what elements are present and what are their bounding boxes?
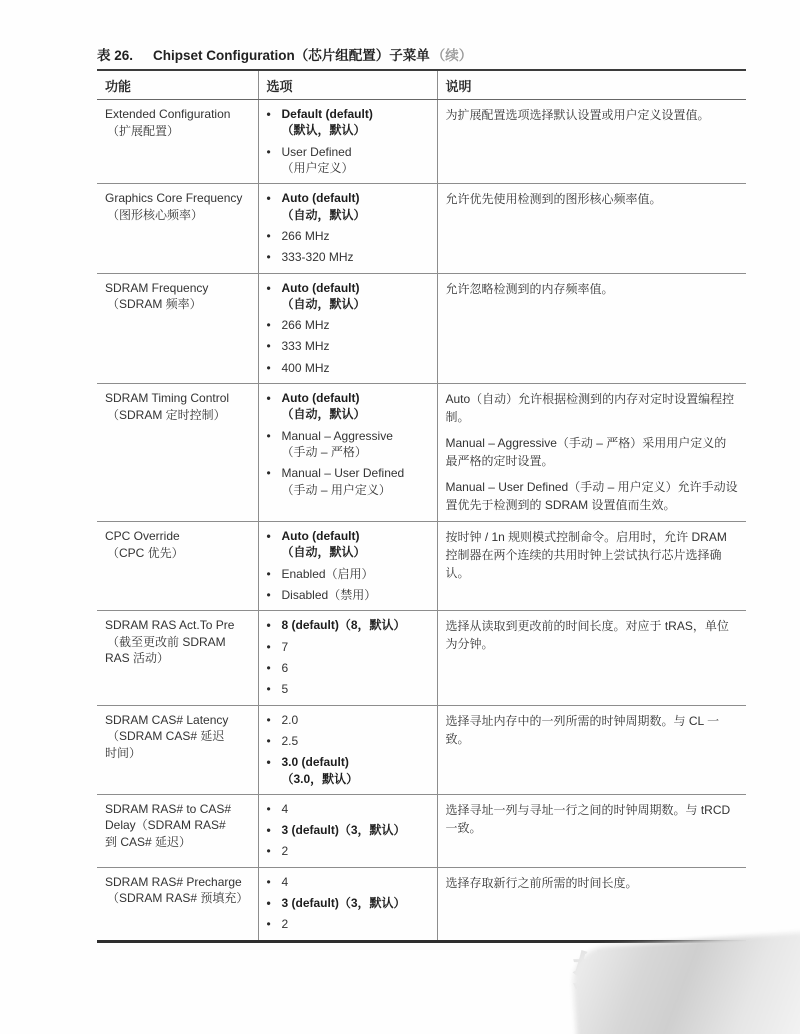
col-header-function: 功能 xyxy=(97,70,258,100)
option-line: Auto (default) xyxy=(281,280,360,295)
description-paragraph: 选择寻址一列与寻址一行之间的时钟周期数。与 tRCD 一致。 xyxy=(445,802,731,835)
option-item xyxy=(267,895,429,911)
description-paragraph: Auto（自动）允许根据检测到的内存对定时设置编程控制。 xyxy=(445,392,735,425)
description-paragraph: 按时钟 / 1n 规则模式控制命令。启用时，允许 DRAM 控制器在两个连续的共用时钟上尝试执行芯片选择确认。 xyxy=(445,530,727,581)
option-text xyxy=(282,465,429,498)
option-line: User Defined xyxy=(281,144,352,159)
function-cell xyxy=(97,522,258,611)
option-text xyxy=(282,280,429,313)
option-line: 266 MHz xyxy=(281,318,330,333)
option-line: Auto (default) xyxy=(281,529,360,544)
col-header-options: 选项 xyxy=(258,70,437,100)
bullet-icon: • xyxy=(266,360,271,375)
function-line: SDRAM Frequency xyxy=(105,280,209,295)
option-item xyxy=(267,639,429,655)
description-cell xyxy=(437,384,746,522)
option-line: 3 (default)（3，默认） xyxy=(281,896,406,911)
function-cell xyxy=(97,867,258,941)
option-line: 3.0 (default) xyxy=(281,755,349,770)
option-text xyxy=(282,712,429,728)
description-paragraph: 允许优先使用检测到的图形核心频率值。 xyxy=(445,192,662,207)
option-item xyxy=(267,660,429,676)
option-text xyxy=(282,681,429,697)
option-item xyxy=(267,733,429,749)
option-item xyxy=(267,801,429,817)
option-item xyxy=(267,874,429,890)
option-text xyxy=(282,566,429,582)
bullet-icon: • xyxy=(266,318,271,333)
bullet-icon: • xyxy=(266,566,271,581)
table-row xyxy=(97,794,746,867)
option-line: （用户定义） xyxy=(281,160,354,175)
option-item xyxy=(267,528,429,561)
bullet-icon: • xyxy=(266,107,271,121)
options-cell xyxy=(258,611,437,705)
options-cell xyxy=(258,522,437,611)
option-item xyxy=(267,587,429,603)
option-text xyxy=(282,843,429,859)
table-number: 表 26. xyxy=(97,48,134,63)
option-item xyxy=(267,190,429,223)
option-line: 7 xyxy=(281,639,289,654)
option-item xyxy=(267,681,429,697)
bullet-icon: • xyxy=(266,250,271,265)
bullet-icon: • xyxy=(266,755,271,770)
option-line: （手动 – 用户定义） xyxy=(281,482,391,497)
function-line: （SDRAM CAS# 延迟 xyxy=(107,729,225,744)
bullet-icon: • xyxy=(266,896,271,911)
table-row xyxy=(97,273,746,384)
bullet-icon: • xyxy=(266,823,271,838)
options-cell xyxy=(258,384,437,522)
option-item xyxy=(267,465,429,498)
option-item xyxy=(267,617,429,633)
description-cell xyxy=(437,273,746,384)
description-paragraph: Manual – User Defined（手动 – 用户定义）允许手动设置优先于检测到的 SDRAM 设置值而生效。 xyxy=(445,480,738,513)
table-caption-text: Chipset Configuration（芯片组配置）子菜单 xyxy=(153,48,430,63)
option-text xyxy=(282,228,429,244)
table-header-row xyxy=(97,70,746,100)
option-text xyxy=(282,617,429,633)
function-line: （SDRAM 频率） xyxy=(107,297,202,312)
option-text xyxy=(282,916,429,932)
option-item xyxy=(267,249,429,265)
table-row xyxy=(97,705,746,794)
bullet-icon: • xyxy=(266,844,271,859)
function-cell xyxy=(97,794,258,867)
function-line: Delay（SDRAM RAS# xyxy=(105,818,226,833)
option-item xyxy=(267,280,429,313)
option-item xyxy=(267,338,429,354)
option-line: 2.5 xyxy=(281,733,299,748)
option-text xyxy=(282,639,429,655)
option-text xyxy=(282,249,429,265)
description-paragraph: 选择存取新行之前所需的时间长度。 xyxy=(445,875,638,890)
option-line: Auto (default) xyxy=(281,191,360,206)
function-line: Graphics Core Frequency xyxy=(105,191,243,206)
function-line: 时间） xyxy=(105,745,142,760)
option-text xyxy=(282,754,429,787)
bullet-icon: • xyxy=(266,428,271,443)
col-header-description: 说明 xyxy=(437,70,746,100)
function-line: 到 CAS# 延迟） xyxy=(105,834,192,849)
table-row xyxy=(97,100,746,184)
function-line: SDRAM RAS# to CAS# xyxy=(105,801,232,816)
function-line: CPC Override xyxy=(105,529,180,544)
table-row xyxy=(97,184,746,273)
option-line: （自动，默认） xyxy=(281,407,366,422)
function-line: SDRAM CAS# Latency xyxy=(105,712,229,727)
option-line: 2 xyxy=(281,844,289,859)
option-line: 333 MHz xyxy=(281,339,330,354)
options-cell xyxy=(258,184,437,273)
function-line: SDRAM RAS# Precharge xyxy=(105,874,242,889)
option-line: Manual – Aggressive xyxy=(281,428,393,443)
option-text xyxy=(282,144,429,177)
option-item xyxy=(267,228,429,244)
option-line: 4 xyxy=(281,874,289,889)
function-line: （SDRAM RAS# 预填充） xyxy=(107,891,249,906)
function-cell xyxy=(97,384,258,522)
option-line: 5 xyxy=(281,682,289,697)
option-line: 2 xyxy=(281,917,289,932)
description-cell xyxy=(437,522,746,611)
option-line: 333-320 MHz xyxy=(281,250,354,265)
function-line: （CPC 优先） xyxy=(107,545,184,560)
option-line: 4 xyxy=(281,801,289,816)
table-caption xyxy=(97,44,472,64)
option-line: （3.0，默认） xyxy=(281,771,359,786)
table-row xyxy=(97,867,746,941)
option-text xyxy=(282,822,429,838)
description-paragraph: 选择从读取到更改前的时间长度。对应于 tRAS，单位为分钟。 xyxy=(445,619,729,652)
option-item xyxy=(267,144,429,177)
chipset-config-table xyxy=(97,69,746,943)
option-text xyxy=(282,895,429,911)
bullet-icon: • xyxy=(266,801,271,816)
option-line: 8 (default)（8，默认） xyxy=(281,618,406,633)
option-line: 3 (default)（3，默认） xyxy=(281,823,406,838)
option-text xyxy=(282,190,429,223)
description-paragraph: 允许忽略检测到的内存频率值。 xyxy=(445,281,614,296)
options-cell xyxy=(258,867,437,941)
bullet-icon: • xyxy=(266,280,271,295)
options-cell xyxy=(258,705,437,794)
option-text xyxy=(282,874,429,890)
option-text xyxy=(282,317,429,333)
option-line: Auto (default) xyxy=(281,391,360,406)
bullet-icon: • xyxy=(266,391,271,406)
description-cell xyxy=(437,184,746,273)
option-item xyxy=(267,566,429,582)
options-cell xyxy=(258,794,437,867)
function-line: （截至更改前 SDRAM xyxy=(107,634,226,649)
option-text xyxy=(282,801,429,817)
function-cell xyxy=(97,611,258,705)
description-paragraph: 选择寻址内存中的一列所需的时钟周期数。与 CL 一致。 xyxy=(445,713,720,746)
option-item xyxy=(267,428,429,461)
option-line: （自动，默认） xyxy=(281,296,366,311)
options-cell xyxy=(258,273,437,384)
table-row xyxy=(97,384,746,522)
function-line: RAS 活动） xyxy=(105,651,170,666)
option-line: （自动，默认） xyxy=(281,545,366,560)
bullet-icon: • xyxy=(266,228,271,243)
option-item xyxy=(267,916,429,932)
function-cell xyxy=(97,273,258,384)
option-line: （默认，默认） xyxy=(281,123,366,138)
option-line: （自动，默认） xyxy=(281,207,366,222)
option-item xyxy=(267,106,429,139)
option-text xyxy=(282,587,429,603)
bullet-icon: • xyxy=(266,588,271,602)
option-item xyxy=(267,843,429,859)
option-text xyxy=(282,390,429,423)
description-cell xyxy=(437,794,746,867)
bullet-icon: • xyxy=(266,917,271,932)
option-item xyxy=(267,754,429,787)
function-cell xyxy=(97,705,258,794)
function-line: SDRAM RAS Act.To Pre xyxy=(105,618,235,633)
function-line: （扩展配置） xyxy=(107,123,180,138)
description-cell xyxy=(437,705,746,794)
bullet-icon: • xyxy=(266,339,271,354)
option-line: 400 MHz xyxy=(281,360,330,375)
option-text xyxy=(282,660,429,676)
description-cell xyxy=(437,611,746,705)
bullet-icon: • xyxy=(266,682,271,697)
option-line: Default (default) xyxy=(281,107,373,121)
option-item xyxy=(267,317,429,333)
function-line: （图形核心频率） xyxy=(107,207,204,222)
option-text xyxy=(282,528,429,561)
option-item xyxy=(267,390,429,423)
bullet-icon: • xyxy=(266,529,271,544)
function-line: SDRAM Timing Control xyxy=(105,391,230,406)
scan-artifact-blob xyxy=(570,932,800,1034)
table-row xyxy=(97,611,746,705)
option-text xyxy=(282,338,429,354)
option-item xyxy=(267,712,429,728)
bullet-icon: • xyxy=(266,144,271,159)
option-line: 6 xyxy=(281,660,289,675)
option-line: Disabled（禁用） xyxy=(281,588,377,602)
function-line: （SDRAM 定时控制） xyxy=(107,407,226,422)
description-cell xyxy=(437,867,746,941)
bullet-icon: • xyxy=(266,618,271,633)
table-body xyxy=(97,100,746,942)
description-paragraph: 为扩展配置选项选择默认设置或用户定义设置值。 xyxy=(445,108,710,122)
table-row xyxy=(97,522,746,611)
function-cell xyxy=(97,100,258,184)
description-paragraph: Manual – Aggressive（手动 – 严格）采用用户定义的最严格的定时设置。 xyxy=(445,436,727,469)
bullet-icon: • xyxy=(266,874,271,889)
options-cell xyxy=(258,100,437,184)
bullet-icon: • xyxy=(266,733,271,748)
bullet-icon: • xyxy=(266,191,271,206)
option-line: Enabled（启用） xyxy=(281,566,374,581)
bullet-icon: • xyxy=(266,660,271,675)
table-caption-continued: （续） xyxy=(431,48,473,63)
option-text xyxy=(282,733,429,749)
option-item xyxy=(267,360,429,376)
option-line: （手动 – 严格） xyxy=(281,445,367,459)
option-line: Manual – User Defined xyxy=(281,466,405,481)
bullet-icon: • xyxy=(266,466,271,481)
option-line: 2.0 xyxy=(281,712,299,727)
option-line: 266 MHz xyxy=(281,228,330,243)
bullet-icon: • xyxy=(266,639,271,654)
function-cell xyxy=(97,184,258,273)
option-text xyxy=(282,106,429,139)
option-text xyxy=(282,428,429,461)
option-item xyxy=(267,822,429,838)
description-cell xyxy=(437,100,746,184)
option-text xyxy=(282,360,429,376)
bullet-icon: • xyxy=(266,712,271,727)
function-line: Extended Configuration xyxy=(105,107,231,121)
